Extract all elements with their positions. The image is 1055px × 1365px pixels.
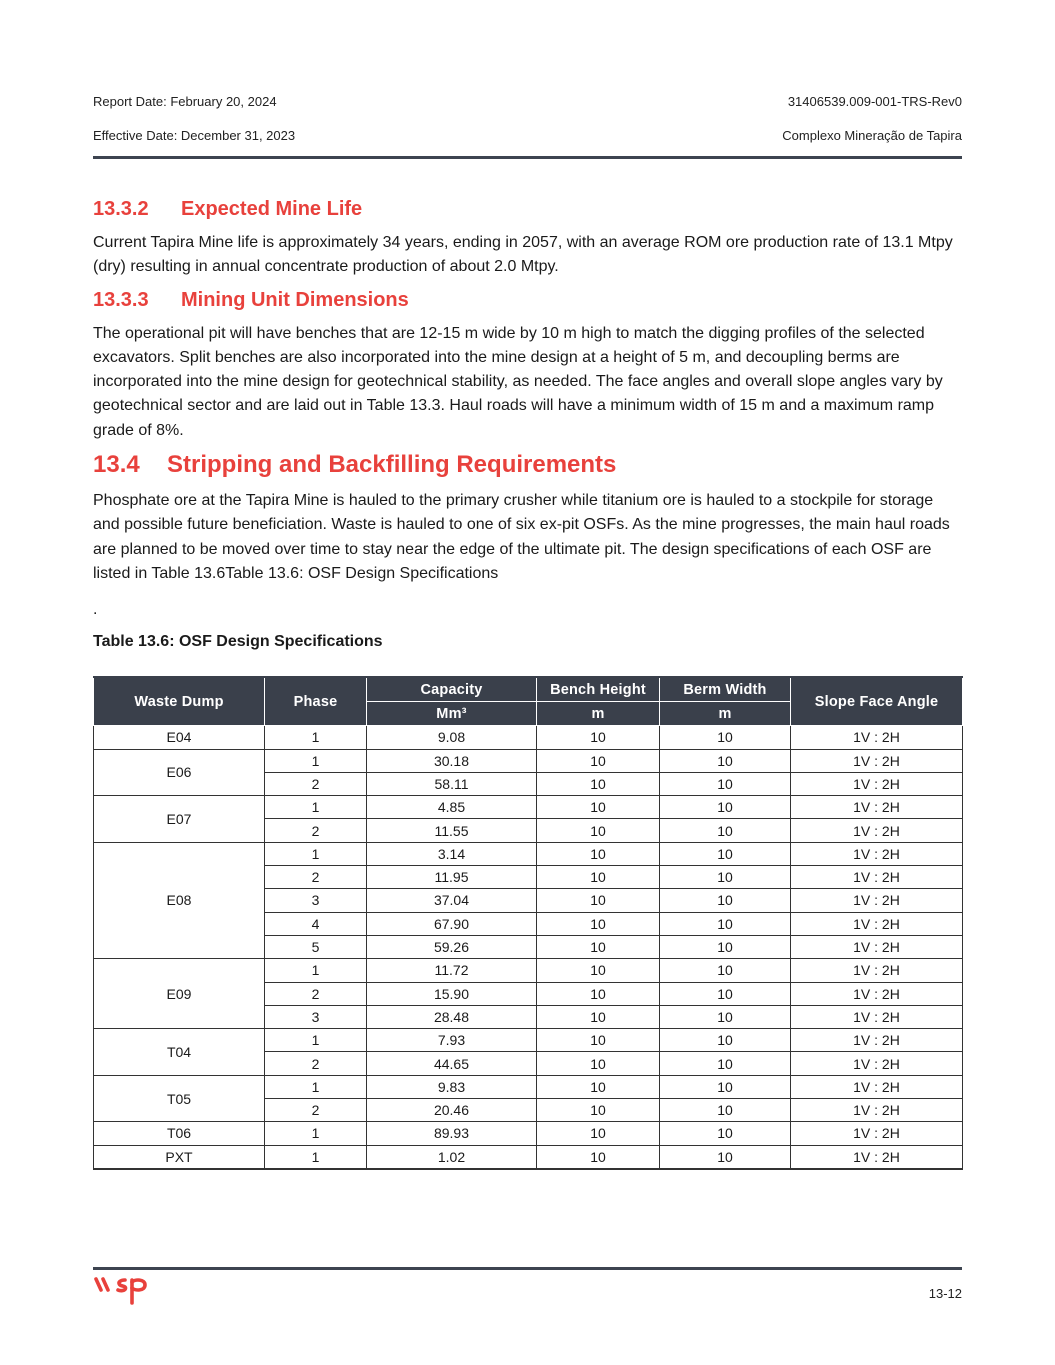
cell-phase: 4 bbox=[265, 912, 367, 935]
wsp-logo-icon bbox=[93, 1274, 157, 1308]
cell-phase: 1 bbox=[265, 1145, 367, 1169]
table-row bbox=[94, 842, 963, 865]
header-waste-dump: Waste Dump bbox=[94, 677, 265, 726]
cell-bench-height: 10 bbox=[537, 982, 660, 1005]
cell-berm-width: 10 bbox=[660, 1052, 791, 1075]
table-body bbox=[94, 726, 963, 1169]
cell-capacity: 67.90 bbox=[367, 912, 537, 935]
cell-berm-width: 10 bbox=[660, 889, 791, 912]
table-caption: Table 13.6: OSF Design Specifications bbox=[93, 633, 383, 651]
cell-bench-height: 10 bbox=[537, 1005, 660, 1028]
cell-berm-width: 10 bbox=[660, 726, 791, 749]
page-number: 13-12 bbox=[928, 1286, 962, 1301]
table-row bbox=[94, 726, 963, 749]
cell-slope-face-angle: 1V : 2H bbox=[791, 959, 963, 982]
cell-phase: 2 bbox=[265, 1052, 367, 1075]
cell-slope-face-angle: 1V : 2H bbox=[791, 749, 963, 772]
cell-slope-face-angle: 1V : 2H bbox=[791, 1099, 963, 1122]
cell-slope-face-angle: 1V : 2H bbox=[791, 1145, 963, 1169]
cell-waste-dump: E09 bbox=[94, 959, 265, 1029]
cell-phase: 2 bbox=[265, 982, 367, 1005]
footer-divider bbox=[93, 1267, 962, 1270]
cell-bench-height: 10 bbox=[537, 1122, 660, 1145]
table-row bbox=[94, 959, 963, 982]
cell-berm-width: 10 bbox=[660, 1099, 791, 1122]
cell-berm-width: 10 bbox=[660, 842, 791, 865]
cell-slope-face-angle: 1V : 2H bbox=[791, 866, 963, 889]
wsp-logo bbox=[93, 1274, 157, 1313]
cell-capacity: 89.93 bbox=[367, 1122, 537, 1145]
header-bench-height: Bench Height bbox=[537, 677, 660, 702]
cell-capacity: 11.55 bbox=[367, 819, 537, 842]
cell-slope-face-angle: 1V : 2H bbox=[791, 912, 963, 935]
table-row bbox=[94, 1075, 963, 1098]
cell-slope-face-angle: 1V : 2H bbox=[791, 982, 963, 1005]
cell-slope-face-angle: 1V : 2H bbox=[791, 1005, 963, 1028]
cell-berm-width: 10 bbox=[660, 796, 791, 819]
cell-capacity: 11.95 bbox=[367, 866, 537, 889]
cell-slope-face-angle: 1V : 2H bbox=[791, 772, 963, 795]
cell-bench-height: 10 bbox=[537, 726, 660, 749]
cell-capacity: 58.11 bbox=[367, 772, 537, 795]
cell-slope-face-angle: 1V : 2H bbox=[791, 1075, 963, 1098]
table-row bbox=[94, 1122, 963, 1145]
cell-slope-face-angle: 1V : 2H bbox=[791, 819, 963, 842]
cell-bench-height: 10 bbox=[537, 819, 660, 842]
cell-bench-height: 10 bbox=[537, 959, 660, 982]
paragraph-mine-life: Current Tapira Mine life is approximately 34 years, ending in 2057, with an average ROM ore production rate of 13.1 Mtpy (dry) resulting in annual concentrate production of about 2.0 Mtpy. bbox=[93, 234, 953, 276]
cell-bench-height: 10 bbox=[537, 772, 660, 795]
cell-berm-width: 10 bbox=[660, 1075, 791, 1098]
cell-waste-dump: E04 bbox=[94, 726, 265, 749]
cell-waste-dump: E08 bbox=[94, 842, 265, 958]
cell-phase: 2 bbox=[265, 866, 367, 889]
table-row bbox=[94, 1145, 963, 1169]
table-row bbox=[94, 796, 963, 819]
header-divider bbox=[93, 156, 962, 159]
section-title: Expected Mine Life bbox=[181, 198, 363, 220]
osf-design-table bbox=[93, 676, 963, 1170]
section-number: 13.4 bbox=[93, 451, 140, 479]
cell-phase: 1 bbox=[265, 1029, 367, 1052]
effective-date: Effective Date: December 31, 2023 bbox=[93, 128, 296, 143]
cell-waste-dump: PXT bbox=[94, 1145, 265, 1169]
cell-capacity: 44.65 bbox=[367, 1052, 537, 1075]
table-row bbox=[94, 1029, 963, 1052]
header-capacity: Capacity bbox=[367, 677, 537, 702]
cell-capacity: 1.02 bbox=[367, 1145, 537, 1169]
cell-berm-width: 10 bbox=[660, 749, 791, 772]
cell-capacity: 37.04 bbox=[367, 889, 537, 912]
cell-waste-dump: T04 bbox=[94, 1029, 265, 1076]
cell-slope-face-angle: 1V : 2H bbox=[791, 1029, 963, 1052]
cell-waste-dump: T06 bbox=[94, 1122, 265, 1145]
cell-waste-dump: T05 bbox=[94, 1075, 265, 1122]
cell-berm-width: 10 bbox=[660, 1029, 791, 1052]
cell-capacity: 4.85 bbox=[367, 796, 537, 819]
cell-bench-height: 10 bbox=[537, 1052, 660, 1075]
cell-phase: 3 bbox=[265, 889, 367, 912]
report-date: Report Date: February 20, 2024 bbox=[93, 94, 277, 109]
cell-berm-width: 10 bbox=[660, 982, 791, 1005]
cell-capacity: 3.14 bbox=[367, 842, 537, 865]
cell-phase: 5 bbox=[265, 935, 367, 958]
cell-phase: 2 bbox=[265, 1099, 367, 1122]
cell-berm-width: 10 bbox=[660, 935, 791, 958]
table-row bbox=[94, 749, 963, 772]
cell-berm-width: 10 bbox=[660, 866, 791, 889]
cell-berm-width: 10 bbox=[660, 959, 791, 982]
cell-capacity: 11.72 bbox=[367, 959, 537, 982]
cell-phase: 2 bbox=[265, 819, 367, 842]
cell-phase: 1 bbox=[265, 1075, 367, 1098]
header-phase: Phase bbox=[265, 677, 367, 726]
cell-slope-face-angle: 1V : 2H bbox=[791, 1122, 963, 1145]
cell-berm-width: 10 bbox=[660, 1122, 791, 1145]
paragraph-unit-dimensions: The operational pit will have benches that are 12-15 m wide by 10 m high to match the digging profiles of the selected excavators. Split benches are also incorporated into the mine design at a height of 5 m, and decoupling berms are incorporated into the mine design for geotechnical stability, as needed. The face angles and overall slope angles vary by geotechnical sector and are laid out in Table 13.3. Haul roads will have a minimum width of 15 m and a maximum ramp grade of 8%. bbox=[93, 324, 943, 439]
section-title: Stripping and Backfilling Requirements bbox=[167, 451, 617, 479]
cell-bench-height: 10 bbox=[537, 935, 660, 958]
cell-berm-width: 10 bbox=[660, 912, 791, 935]
header-berm-width-unit: m bbox=[660, 702, 791, 726]
cell-bench-height: 10 bbox=[537, 912, 660, 935]
header-bench-height-unit: m bbox=[537, 702, 660, 726]
cell-waste-dump: E07 bbox=[94, 796, 265, 843]
header-capacity-unit: Mm³ bbox=[367, 702, 537, 726]
cell-bench-height: 10 bbox=[537, 1029, 660, 1052]
cell-bench-height: 10 bbox=[537, 1145, 660, 1169]
cell-capacity: 9.08 bbox=[367, 726, 537, 749]
cell-slope-face-angle: 1V : 2H bbox=[791, 935, 963, 958]
stray-period: . bbox=[93, 601, 98, 619]
section-number: 13.3.3 bbox=[93, 288, 149, 311]
paragraph-stripping: Phosphate ore at the Tapira Mine is hauled to the primary crusher while titanium ore is hauled to a stockpile for storage and possible future beneficiation. Waste is hauled to one of six ex-pit OSFs. As the mine progresses, the main haul roads are planned to be moved over time to stay near the edge of the ultimate pit. The design specifications of each OSF are listed in Table 13.6Table 13.6: OSF Design Specifications bbox=[93, 492, 950, 582]
cell-slope-face-angle: 1V : 2H bbox=[791, 842, 963, 865]
section-heading-13-3-3 bbox=[93, 287, 963, 313]
cell-phase: 1 bbox=[265, 796, 367, 819]
cell-capacity: 20.46 bbox=[367, 1099, 537, 1122]
header-berm-width: Berm Width bbox=[660, 677, 791, 702]
page-content bbox=[93, 196, 963, 1170]
cell-phase: 2 bbox=[265, 772, 367, 795]
cell-phase: 1 bbox=[265, 726, 367, 749]
cell-bench-height: 10 bbox=[537, 842, 660, 865]
cell-capacity: 30.18 bbox=[367, 749, 537, 772]
cell-bench-height: 10 bbox=[537, 796, 660, 819]
cell-capacity: 15.90 bbox=[367, 982, 537, 1005]
cell-berm-width: 10 bbox=[660, 1145, 791, 1169]
cell-capacity: 7.93 bbox=[367, 1029, 537, 1052]
cell-phase: 1 bbox=[265, 1122, 367, 1145]
cell-phase: 1 bbox=[265, 749, 367, 772]
section-number: 13.3.2 bbox=[93, 198, 149, 220]
cell-berm-width: 10 bbox=[660, 772, 791, 795]
cell-slope-face-angle: 1V : 2H bbox=[791, 726, 963, 749]
cell-berm-width: 10 bbox=[660, 819, 791, 842]
cell-berm-width: 10 bbox=[660, 1005, 791, 1028]
cell-phase: 1 bbox=[265, 959, 367, 982]
cell-bench-height: 10 bbox=[537, 889, 660, 912]
cell-slope-face-angle: 1V : 2H bbox=[791, 1052, 963, 1075]
cell-bench-height: 10 bbox=[537, 1075, 660, 1098]
section-heading-13-3-2 bbox=[93, 196, 963, 222]
document-id: 31406539.009-001-TRS-Rev0 bbox=[787, 94, 962, 109]
cell-capacity: 59.26 bbox=[367, 935, 537, 958]
project-name: Complexo Mineração de Tapira bbox=[782, 128, 962, 143]
cell-capacity: 9.83 bbox=[367, 1075, 537, 1098]
cell-phase: 1 bbox=[265, 842, 367, 865]
cell-phase: 3 bbox=[265, 1005, 367, 1028]
cell-capacity: 28.48 bbox=[367, 1005, 537, 1028]
cell-bench-height: 10 bbox=[537, 866, 660, 889]
cell-waste-dump: E06 bbox=[94, 749, 265, 796]
cell-slope-face-angle: 1V : 2H bbox=[791, 796, 963, 819]
section-title: Mining Unit Dimensions bbox=[181, 288, 409, 311]
section-heading-13-4 bbox=[93, 450, 963, 480]
cell-bench-height: 10 bbox=[537, 1099, 660, 1122]
header-slope-face-angle: Slope Face Angle bbox=[791, 677, 963, 726]
cell-slope-face-angle: 1V : 2H bbox=[791, 889, 963, 912]
cell-bench-height: 10 bbox=[537, 749, 660, 772]
